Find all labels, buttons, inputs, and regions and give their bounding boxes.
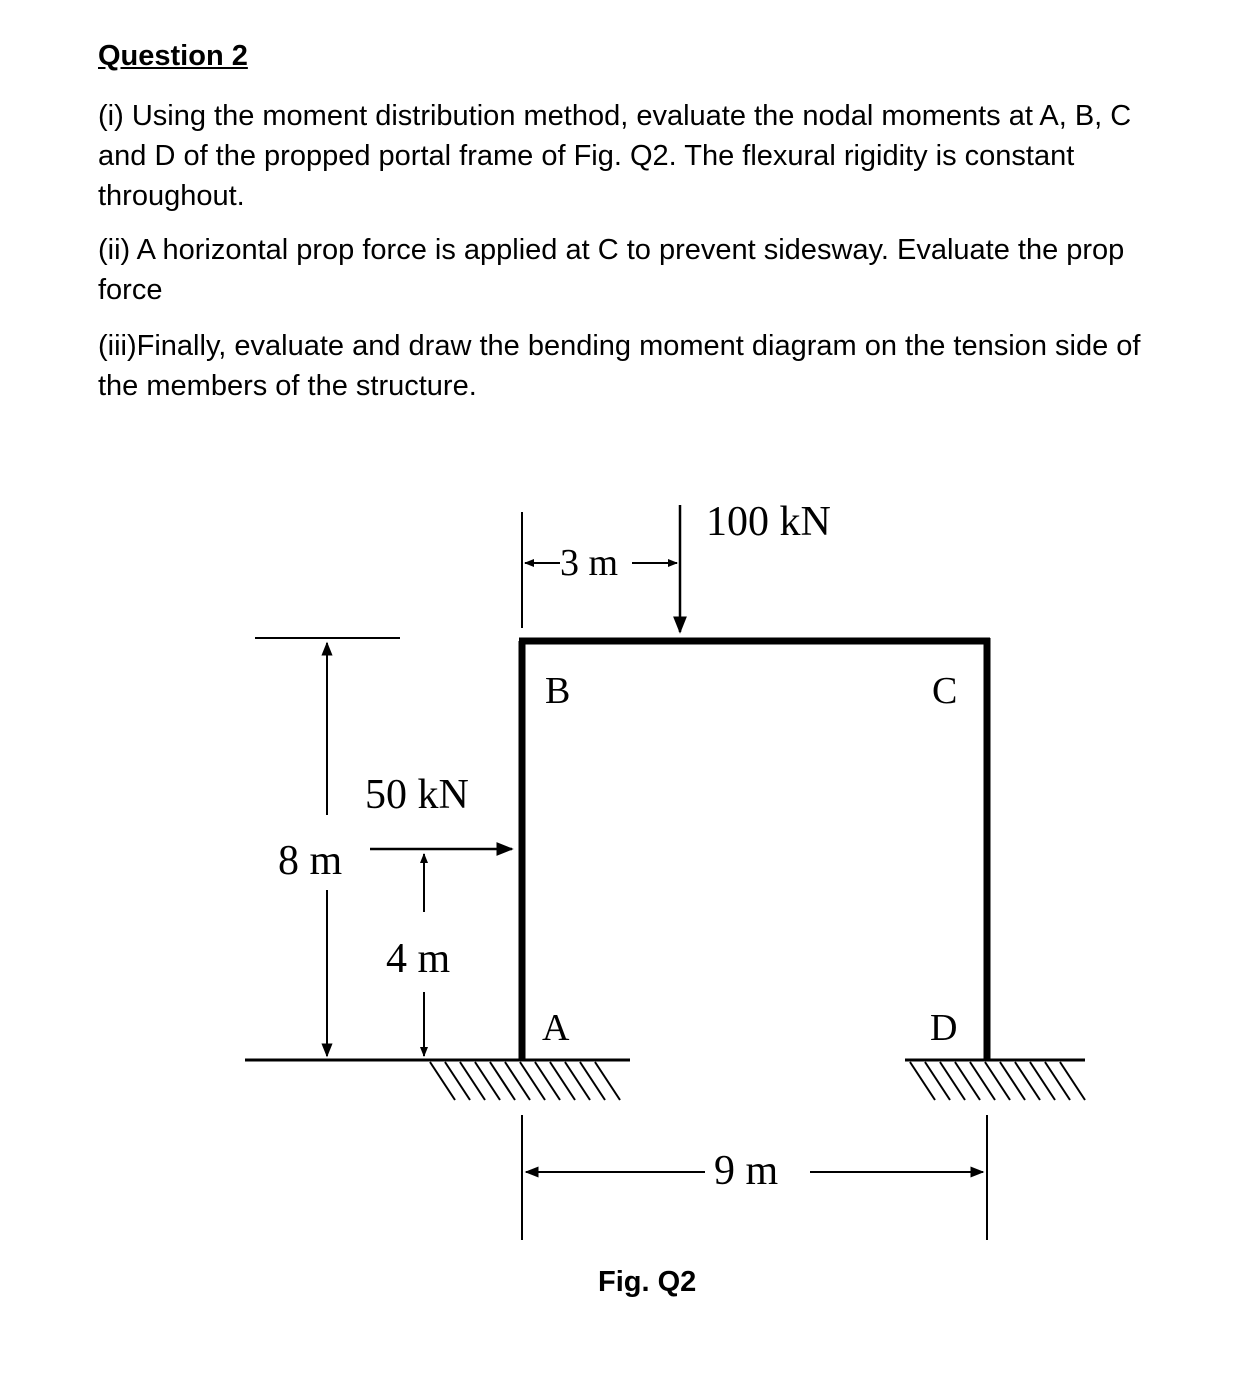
hatch-left: [430, 1062, 620, 1100]
node-b-label: B: [545, 670, 571, 712]
node-a-label: A: [542, 1007, 570, 1049]
node-c-label: C: [932, 670, 958, 712]
span-9m-label: 9 m: [714, 1148, 779, 1194]
height-dimension: [255, 638, 400, 1056]
horizontal-load: [365, 772, 512, 1056]
vertical-load: [680, 499, 831, 632]
figure-caption: Fig. Q2: [598, 1266, 697, 1298]
span-dimension: [522, 1115, 987, 1240]
hatch-right: [910, 1062, 1085, 1100]
height-8m-label: 8 m: [278, 838, 343, 884]
load-100kn-label: 100 kN: [706, 499, 831, 545]
offset-dimension: [522, 512, 677, 628]
load-height-4m-label: 4 m: [386, 936, 451, 982]
offset-3m-label: 3 m: [560, 542, 619, 584]
frame: [519, 638, 990, 1060]
ground: [245, 1060, 1085, 1100]
node-d-label: D: [930, 1007, 958, 1049]
question-title: Question 2: [98, 40, 248, 72]
question-part-ii: (ii) A horizontal prop force is applied at C to prevent sidesway. Evaluate the prop force: [98, 234, 1125, 306]
load-50kn-label: 50 kN: [365, 772, 469, 818]
question-part-iii: (iii)Finally, evaluate and draw the bending moment diagram on the tension side of the members of the structure.: [98, 330, 1141, 402]
question-part-i: (i) Using the moment distribution method, evaluate the nodal moments at A, B, C and D of the propped portal frame of Fig. Q2. The flexural rigidity is constant throughout.: [98, 100, 1132, 212]
